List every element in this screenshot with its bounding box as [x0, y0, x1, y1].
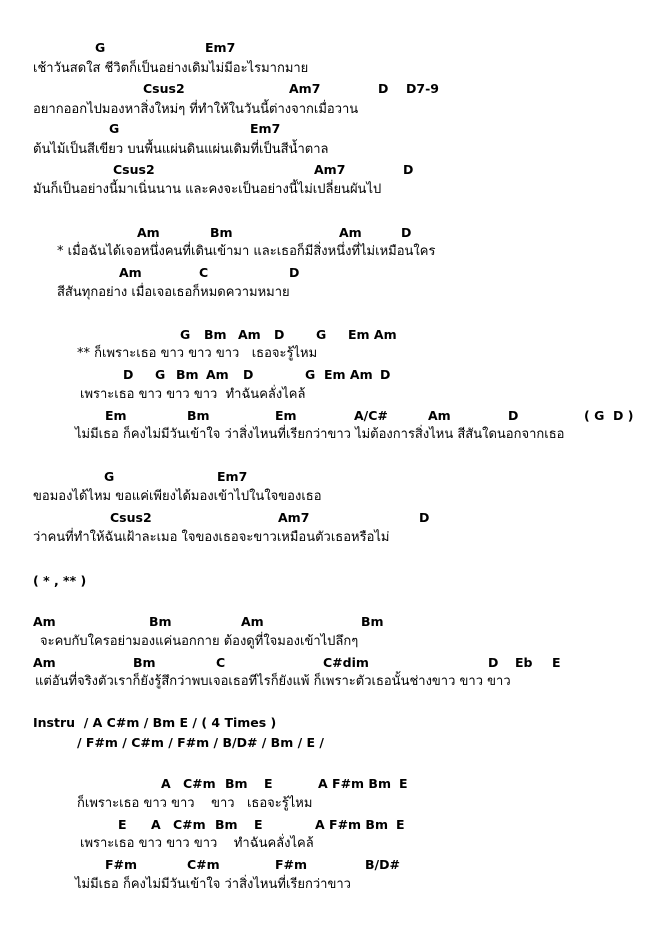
lyric-line: มันก็เป็นอย่างนี้มาเนิ่นนาน และคงจะเป็นอย่างนี้ไม่เปลี่ยนผันไป	[33, 182, 382, 197]
chord-label: E	[118, 817, 127, 832]
chord-label: Em	[275, 408, 297, 423]
chord-label: D	[401, 225, 412, 240]
chord-label: D	[488, 655, 499, 670]
lyric-line: สีสันทุกอย่าง เมื่อเจอเธอก็หมดความหมาย	[57, 285, 290, 300]
chord-label: D	[243, 367, 254, 382]
chord-label: Am	[206, 367, 229, 382]
chord-label: Bm	[187, 408, 210, 423]
lyric-line: เพราะเธอ ขาว ขาว ขาว ทำฉันคลั่งไคล้	[80, 836, 314, 851]
section-heading: ( * , ** )	[33, 573, 87, 588]
chord-label: Csus2	[143, 81, 185, 96]
chord-label: A	[161, 776, 171, 791]
chord-label: Am	[119, 265, 142, 280]
lyric-line: ขอมองได้ไหม ขอแค่เพียงได้มองเข้าไปในใจของเธอ	[33, 489, 322, 504]
chord-label: A F#m Bm	[315, 817, 388, 832]
chord-label: G	[316, 327, 327, 342]
chord-label: C#m	[183, 776, 216, 791]
lyric-line: * เมื่อฉันได้เจอหนึ่งคนที่เดินเข้ามา และเธอก็มีสิ่งหนึ่งที่ไม่เหมือนใคร	[57, 244, 436, 259]
chord-label: Am	[33, 614, 56, 629]
chord-label: E	[399, 776, 408, 791]
chord-label: D	[403, 162, 414, 177]
chord-label: Em Am	[324, 367, 373, 382]
chord-label: Bm	[204, 327, 227, 342]
chord-label: D	[123, 367, 134, 382]
chord-label: C#m	[173, 817, 206, 832]
chord-label: Bm	[176, 367, 199, 382]
lyric-line: เพราะเธอ ขาว ขาว ขาว ทำฉันคลั่งไคล้	[80, 387, 306, 402]
chord-label: F#m	[275, 857, 308, 872]
chord-label: D	[378, 81, 389, 96]
chord-label: Am7	[278, 510, 310, 525]
chord-label: Bm	[133, 655, 156, 670]
chord-label: B/D#	[365, 857, 400, 872]
chord-label: Bm	[210, 225, 233, 240]
chord-label: D7-9	[406, 81, 439, 96]
chord-label: D	[508, 408, 519, 423]
chord-label: C#dim	[323, 655, 369, 670]
chord-label: D	[380, 367, 391, 382]
chord-label: Em7	[217, 469, 248, 484]
chord-label: F#m	[105, 857, 138, 872]
chord-label: Am	[241, 614, 264, 629]
chord-label: G	[104, 469, 115, 484]
lyric-line: จะคบกับใครอย่ามองแค่นอกกาย ต้องดูที่ใจมองเข้าไปลึกๆ	[40, 634, 359, 649]
lyric-line: อยากออกไปมองหาสิ่งใหม่ๆ ที่ทำให้ในวันนี้ต่างจากเมื่อวาน	[33, 102, 359, 117]
chord-label: A	[151, 817, 161, 832]
lyric-line: ต้นไม้เป็นสีเขียว บนพื้นแผ่นดินแผ่นเดิมที่เป็นสีน้ำตาล	[33, 142, 329, 157]
chord-label: C	[216, 655, 226, 670]
chord-label: Am7	[289, 81, 321, 96]
chord-label: ( G D )	[584, 408, 634, 423]
chord-label: Em Am	[348, 327, 397, 342]
chord-label: E	[396, 817, 405, 832]
chord-label: G	[305, 367, 316, 382]
section-heading: / F#m / C#m / F#m / B/D# / Bm / E /	[77, 735, 324, 750]
chord-label: G	[109, 121, 120, 136]
chord-label: Bm	[361, 614, 384, 629]
chord-label: A F#m Bm	[318, 776, 391, 791]
lyric-line: ไม่มีเธอ ก็คงไม่มีวันเข้าใจ ว่าสิ่งไหนที่เรียกว่าขาว	[75, 877, 351, 892]
chord-label: G	[155, 367, 166, 382]
chord-label: G	[95, 40, 106, 55]
chord-label: D	[419, 510, 430, 525]
lyric-line: ว่าคนที่ทำให้ฉันเฝ้าละเมอ ใจของเธอจะขาวเหมือนตัวเธอหรือไม่	[33, 530, 390, 545]
chord-label: Bm	[225, 776, 248, 791]
lyric-line: แต่อันที่จริงตัวเราก็ยังรู้สึกว่าพบเจอเธอทีไรก็ยังแพ้ ก็เพราะตัวเธอนั้นช่างขาว ขาว ขาว	[35, 674, 511, 689]
chord-label: Em	[105, 408, 127, 423]
chord-label: Csus2	[110, 510, 152, 525]
lyric-line: เช้าวันสดใส ชีวิตก็เป็นอย่างเดิมไม่มีอะไรมากมาย	[33, 61, 309, 76]
chord-label: Am7	[314, 162, 346, 177]
chord-label: E	[552, 655, 561, 670]
chord-label: Eb	[515, 655, 533, 670]
lyric-line: ** ก็เพราะเธอ ขาว ขาว ขาว เธอจะรู้ไหม	[77, 346, 318, 361]
chord-label: Bm	[215, 817, 238, 832]
chord-label: Am	[339, 225, 362, 240]
chord-label: Csus2	[113, 162, 155, 177]
chord-label: D	[274, 327, 285, 342]
chord-label: D	[289, 265, 300, 280]
chord-label: G	[180, 327, 191, 342]
chord-label: Bm	[149, 614, 172, 629]
chord-label: Am	[238, 327, 261, 342]
chord-label: Em7	[205, 40, 236, 55]
lyric-line: ไม่มีเธอ ก็คงไม่มีวันเข้าใจ ว่าสิ่งไหนที่เรียกว่าขาว ไม่ต้องการสิ่งไหน สีสันใดนอกจากเธอ	[75, 427, 565, 442]
chord-label: Am	[137, 225, 160, 240]
chord-label: Em7	[250, 121, 281, 136]
chord-label: A/C#	[354, 408, 388, 423]
section-heading: Instru / A C#m / Bm E / ( 4 Times )	[33, 715, 277, 730]
chord-label: C#m	[187, 857, 220, 872]
chord-label: Am	[33, 655, 56, 670]
chord-label: C	[199, 265, 209, 280]
chord-label: E	[254, 817, 263, 832]
lyric-line: ก็เพราะเธอ ขาว ขาว ขาว เธอจะรู้ไหม	[77, 796, 313, 811]
chord-label: E	[264, 776, 273, 791]
chord-label: Am	[428, 408, 451, 423]
